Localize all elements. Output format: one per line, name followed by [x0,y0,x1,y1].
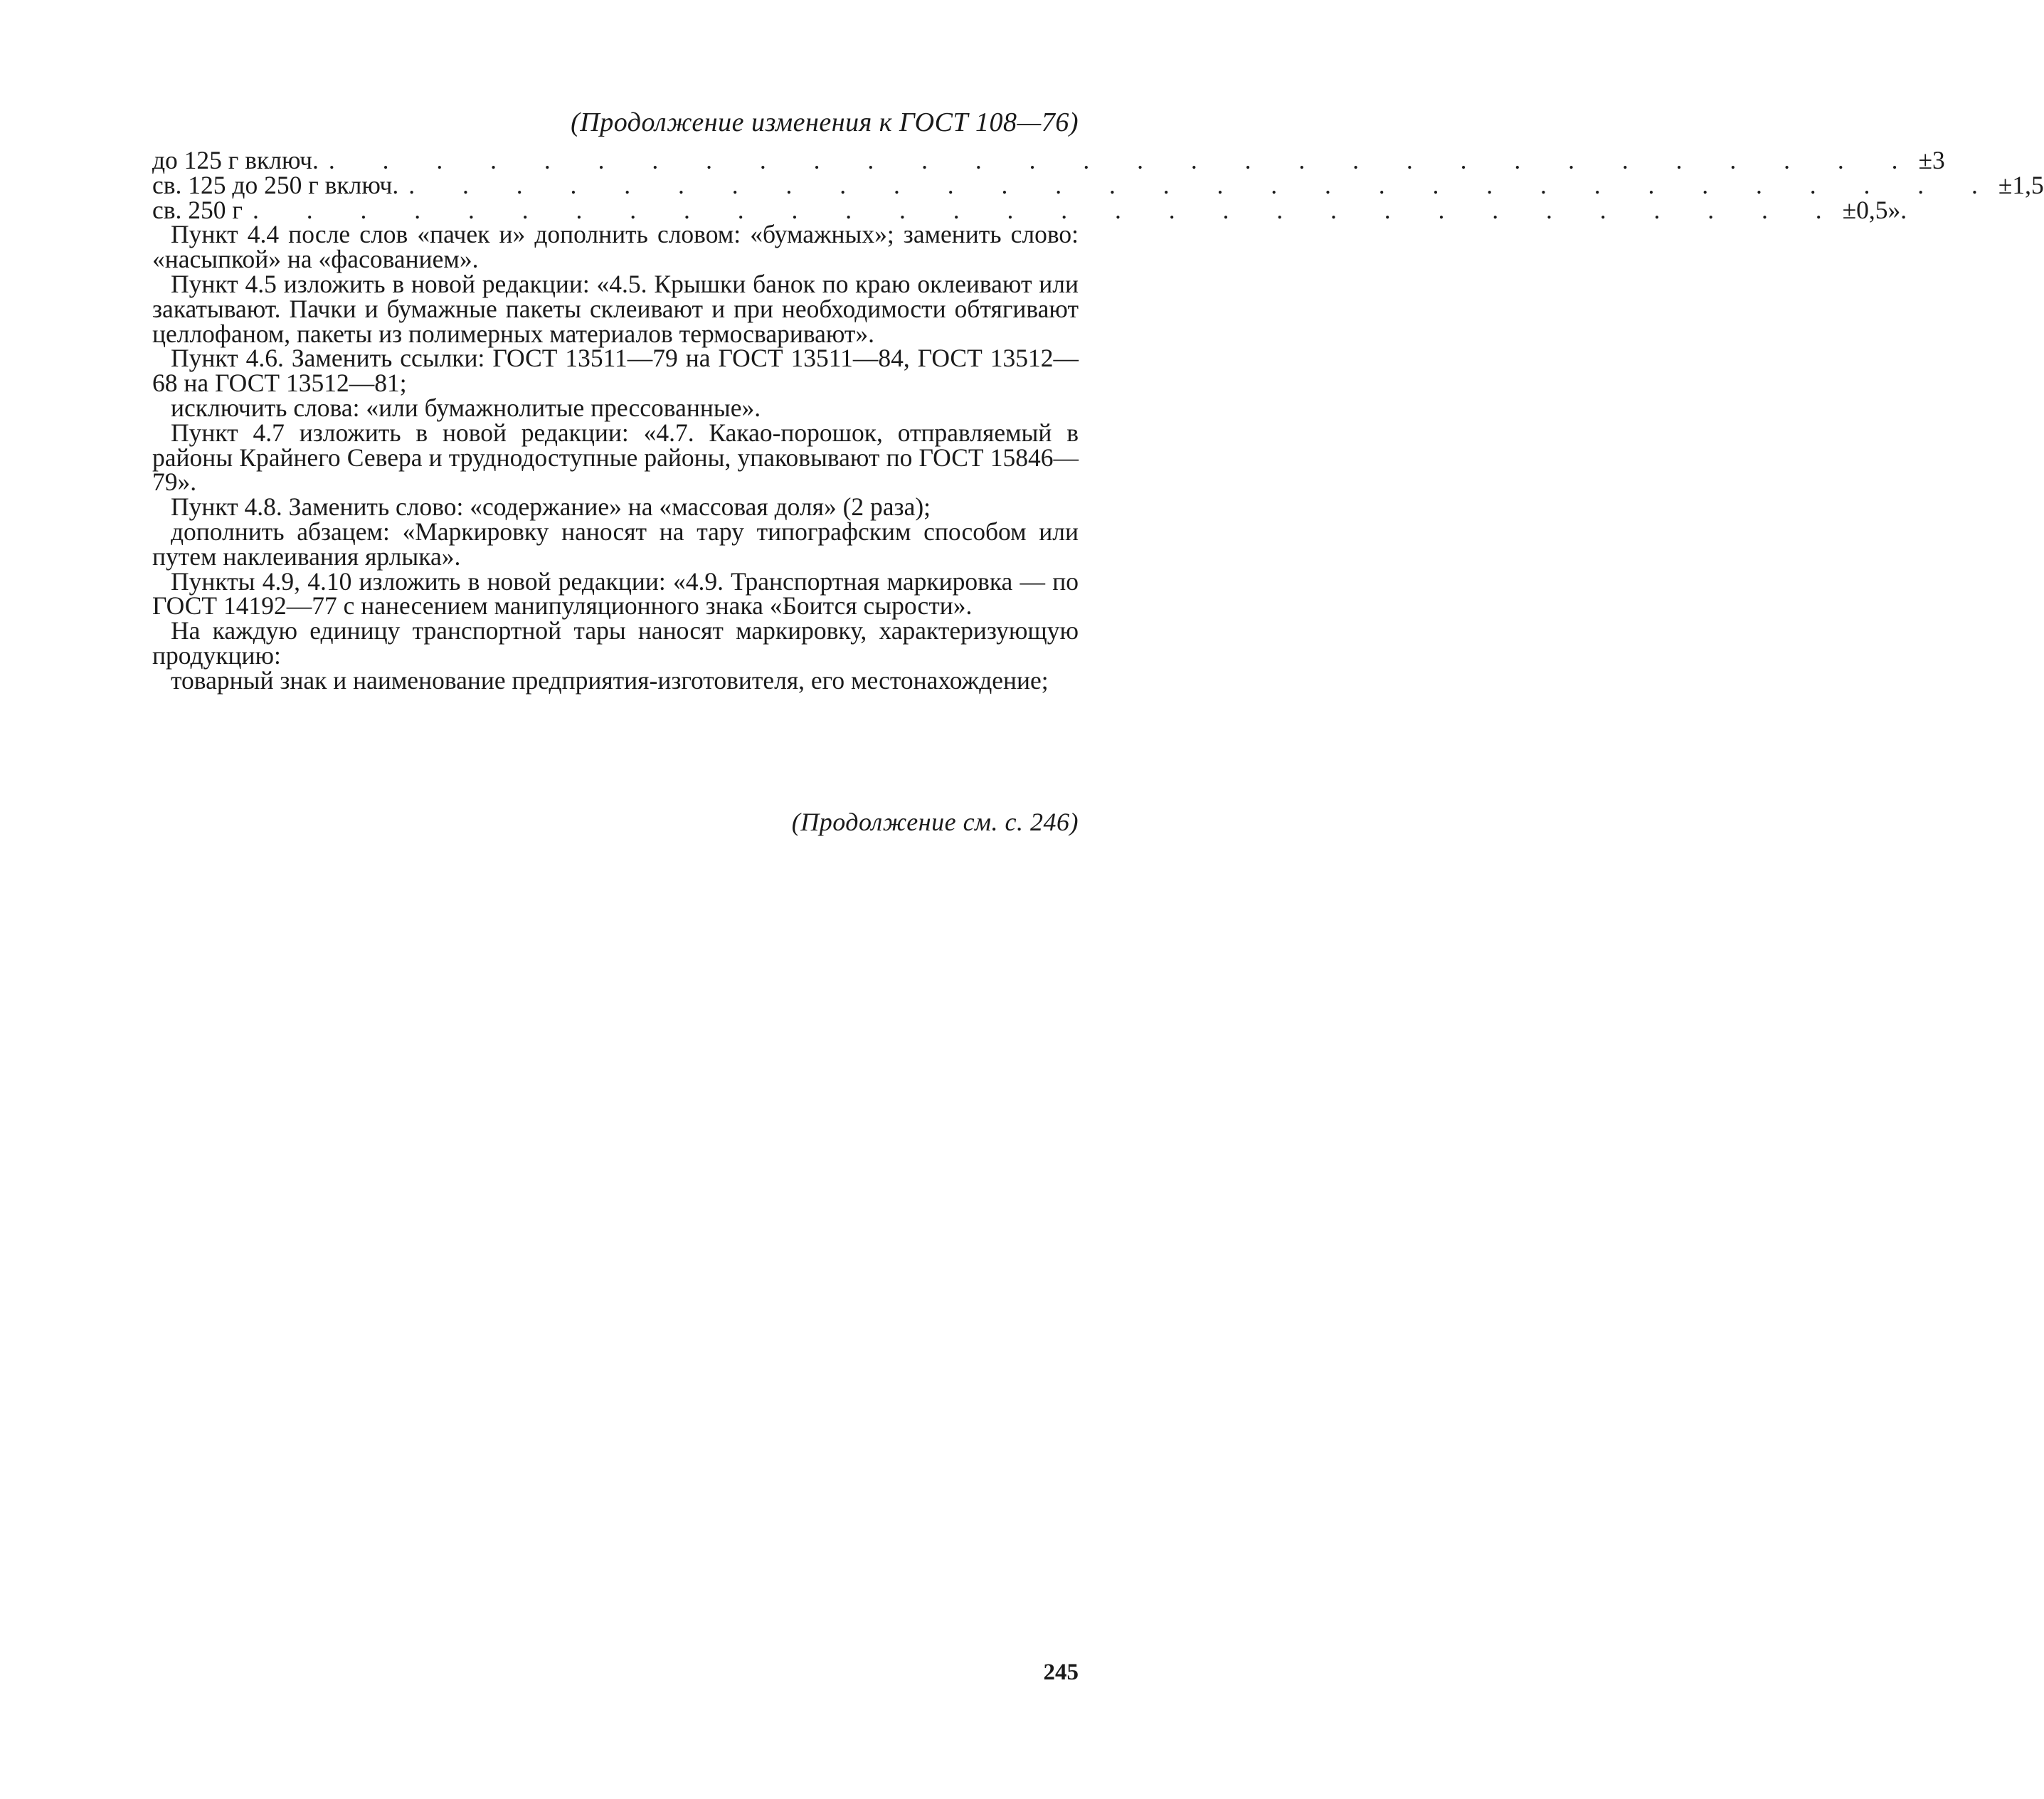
tolerance-row [152,170,2044,199]
tolerance-row [152,195,1907,224]
paragraph: дополнить абзацем: «Маркировку наносят на тару типографским способом или путем наклеивания ярлыка». [152,517,1079,571]
leader-dots: . . . . . . . . . . . . . . . . . . . . . . . . . . . . . . [408,170,1998,199]
tolerance-row [152,146,1945,174]
tolerance-label: св. 125 до 250 г включ. [152,170,399,199]
paragraph: Пункт 4.5 изложить в новой редакции: «4.5. Крышки банок по краю оклеивают или закатывают. Пачки и бумажные пакеты склеивают и при необходимости обтягивают целлофаном, пакеты из полимерных материалов термосваривают». [152,269,1079,348]
page-number: 245 [1043,1660,1079,1685]
tolerance-label: до 125 г включ. [152,146,319,174]
paragraph: Пункты 4.9, 4.10 изложить в новой редакции: «4.9. Транспортная маркировка — по ГОСТ 14192—77 с нанесением манипуляционного знака «Боится сырости». [152,566,1079,621]
tolerance-value: ±0,5». [1842,195,1907,224]
continuation-header: (Продолжение изменения к ГОСТ 108—76) [571,107,1079,137]
paragraph: исключить слова: «или бумажнолитые прессованные». [171,393,761,422]
paragraph: Пункт 4.4 после слов «пачек и» дополнить словом: «бумажных»; заменить слово: «насыпкой» на «фасованием». [152,220,1079,274]
paragraph: Пункт 4.8. Заменить слово: «содержание» на «массовая доля» (2 раза); [171,492,931,522]
leader-dots: . . . . . . . . . . . . . . . . . . . . . . . . . . . . . . [328,146,1919,174]
tolerance-label: св. 250 г [152,195,243,224]
paragraph: Пункт 4.6. Заменить ссылки: ГОСТ 13511—79 на ГОСТ 13511—84, ГОСТ 13512—68 на ГОСТ 13512—81; [152,344,1079,398]
leader-dots: . . . . . . . . . . . . . . . . . . . . . . . . . . . . . . [252,195,1843,224]
paragraph: товарный знак и наименование предприятия-изготовителя, его местонахождение; [171,665,1049,695]
paragraph: На каждую единицу транспортной тары наносят маркировку, характеризующую продукцию: [152,616,1079,670]
paragraph: Пункт 4.7 изложить в новой редакции: «4.7. Какао-порошок, отправляемый в районы Крайнего Севера и труднодоступные районы, упаковывают по ГОСТ 15846—79». [152,418,1079,497]
continuation-footer: (Продолжение см. с. 246) [791,808,1079,836]
tolerance-value: ±1,5 [1998,170,2044,199]
tolerance-value: ±3 [1918,146,1945,174]
document-body [152,146,2044,695]
